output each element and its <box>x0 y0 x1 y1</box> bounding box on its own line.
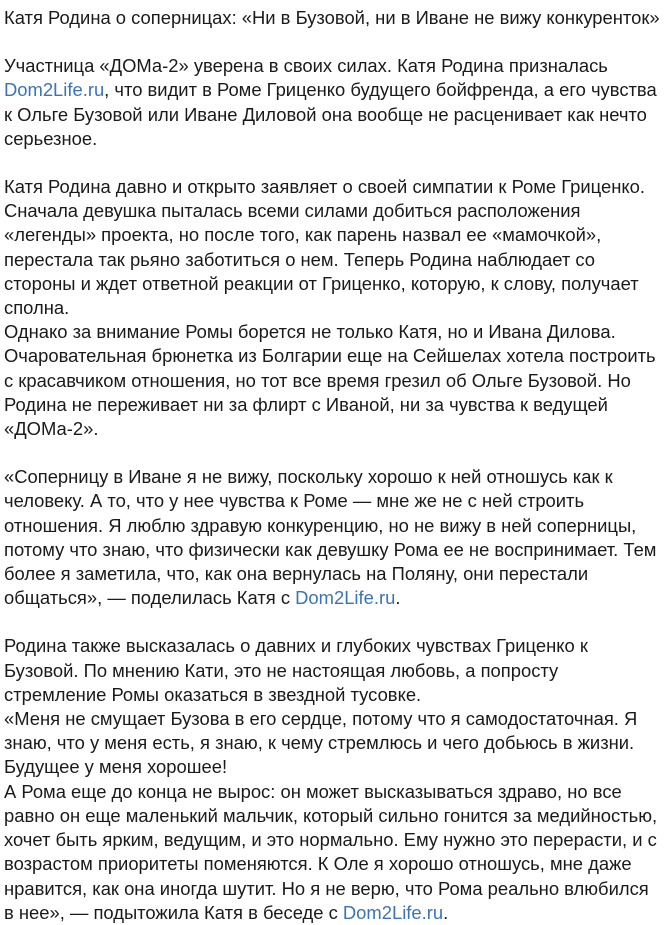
body-paragraph: Родина также высказалась о давних и глубоких чувствах Гриценко к Бузовой. По мнению Кати, это не настоящая любовь, а попросту стремление Ромы оказаться в звездной тусовке. <box>4 635 588 705</box>
source-link[interactable]: Dom2Life.ru <box>295 587 396 609</box>
lead-text-end: , что видит в Роме Гриценко будущего бойфренда, а его чувства к Ольге Бузовой или Иване Диловой она вообще не расценивает как нечто серьезное. <box>4 79 657 149</box>
lead-text-start: Участница «ДОМа-2» уверена в своих силах. Катя Родина призналась <box>4 55 608 77</box>
quote-text-end: . <box>443 901 449 923</box>
lead-paragraph <box>4 54 660 151</box>
body-paragraph: Однако за внимание Ромы борется не только Катя, но и Ивана Дилова. Очаровательная брюнетка из Болгарии еще на Сейшелах хотела построить с красавчиком отношения, но тот все время грезил об Ольге Бузовой. Но Родина не переживает ни за флирт с Иваной, ни за чувства к ведущей «ДОМа-2». <box>4 321 656 440</box>
quote-paragraph <box>4 465 660 610</box>
paragraph-gap <box>4 441 660 465</box>
quote-text: А Рома еще до конца не вырос: он может высказываться здраво, но все равно он еще маленький мальчик, который сильно гонится за медийностью, хочет быть ярким, ведущим, и это нормально. Ему нужно это перерасти, и с возрастом приоритеты поменяются. К Оле я хорошо отношусь, мне даже нравится, как она иногда шутит. Но я не верю, что Рома реально влюбился в нее», — подытожила Катя в беседе с <box>4 780 658 923</box>
article-title: Катя Родина о соперницах: «Ни в Бузовой, ни в Иване не вижу конкуренток» <box>4 7 660 28</box>
quote-paragraph: «Меня не смущает Бузова в его сердце, потому что я самодостаточная. Я знаю, что у меня есть, я знаю, к чему стремлюсь и чего добьюсь в жизни. Будущее у меня хорошее! <box>4 708 638 778</box>
quote-text-end: . <box>395 587 401 609</box>
quote-text: «Соперницу в Иване я не вижу, поскольку хорошо к ней отношусь как к человеку. А то, что у нее чувства к Роме — мне же не с ней строить отношения. Я люблю здравую конкуренцию, но не вижу в ней соперницы, потому что знаю, что физически как девушку Рома ее не воспринимает. Тем более я заметила, что, как она вернулась на Поляну, они перестали общаться», — поделилась Катя с <box>4 466 657 609</box>
paragraph-gap <box>4 151 660 175</box>
quote-paragraph <box>4 780 660 925</box>
paragraph-gap <box>4 610 660 634</box>
body-paragraph: Катя Родина давно и открыто заявляет о своей симпатии к Роме Гриценко. Сначала девушка пыталась всеми силами добиться расположения «легенды» проекта, но после того, как парень назвал ее «мамочкой», перестала так рьяно заботиться о нем. Теперь Родина наблюдает со стороны и ждет ответной реакции от Гриценко, которую, к слову, получает сполна. <box>4 176 645 319</box>
source-link[interactable]: Dom2Life.ru <box>4 79 105 101</box>
source-link[interactable]: Dom2Life.ru <box>342 901 444 923</box>
